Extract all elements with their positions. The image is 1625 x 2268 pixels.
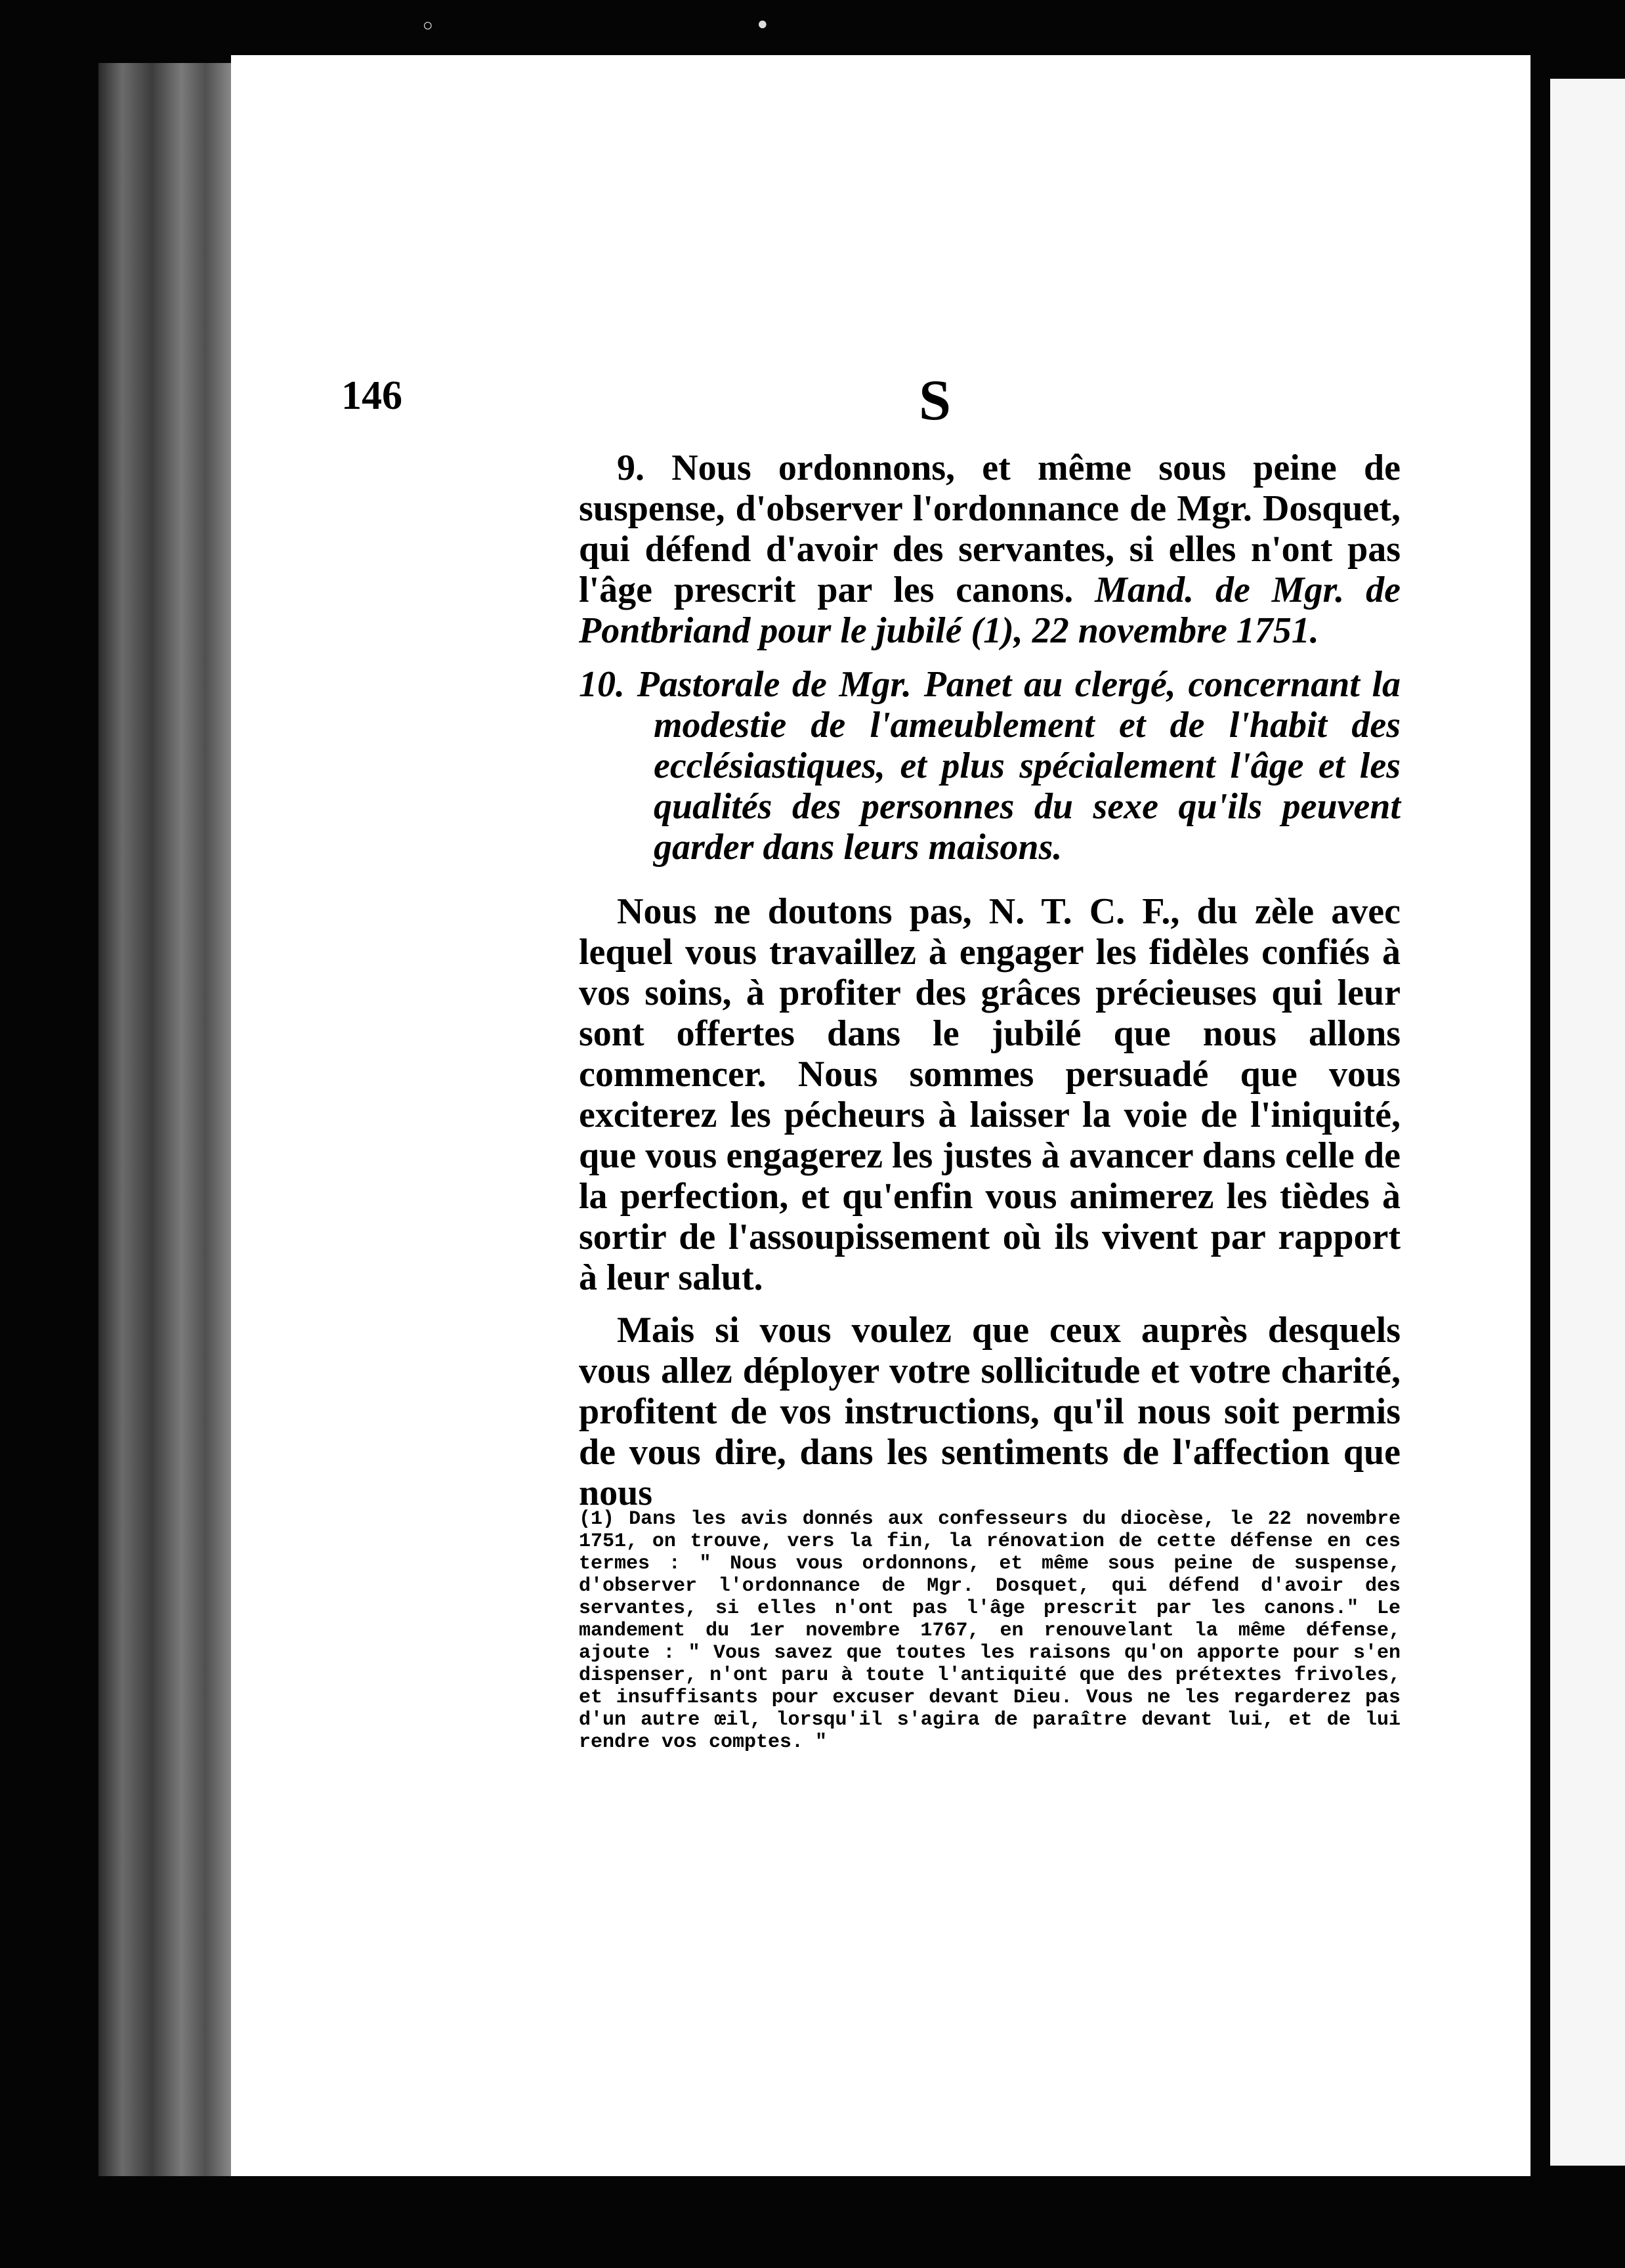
scan-speck: ◦	[420, 12, 436, 42]
page-header	[341, 368, 1494, 432]
item-9-source: Mand. de Mgr. de Pontbriand pour le jubilé (1), 22 novembre 1751.	[579, 570, 1401, 651]
paragraph-1: Nous ne doutons pas, N. T. C. F., du zèle avec lequel vous travaillez à engager les fidèles confiés à vos soins, à profiter des grâces précieuses qui leur sont offertes dans le jubilé que nous allons commencer. Nous sommes persuadé que vous exciterez les pécheurs à laisser la voie de l'iniquité, que vous engagerez les justes à avancer dans celle de la perfection, et qu'enfin vous animerez les tièdes à sortir de l'assoupissement où ils vivent par rapport à leur salut.	[579, 891, 1401, 1298]
main-text	[579, 448, 1401, 1513]
item-10	[579, 664, 1401, 868]
book-spine-edge	[98, 63, 232, 2176]
item-9-text: 9. Nous ordonnons, et même sous peine de suspense, d'observer l'ordonnance de Mgr. Dosquet, qui défend d'avoir des servantes, si elles n'ont pas l'âge prescrit par les canons.	[579, 448, 1401, 610]
footnote: (1) Dans les avis donnés aux confesseurs du diocèse, le 22 novembre 1751, on trouve, vers la fin, la rénovation de cette défense en ces termes : " Nous vous ordonnons, et même sous peine de suspense, d'observer l'ordonnance de Mgr. Dosquet, qui défend d'avoir des servantes, si elles n'ont pas l'âge prescrit par les canons." Le mandement du 1er novembre 1767, en renouvelant la même défense, ajoute : " Vous savez que toutes les raisons qu'on apporte pour s'en dispenser, n'ont paru à toute l'antiquité que des prétextes frivoles, et insuffisants pour excuser devant Dieu. Vous ne les regarderez pas d'un autre œil, lorsqu'il s'agira de paraître devant lui, et de lui rendre vos comptes. "	[579, 1508, 1401, 1754]
page-number: 146	[341, 373, 402, 418]
adjacent-page-edge	[1550, 79, 1625, 2166]
section-letter: S	[919, 369, 951, 432]
item-9	[579, 448, 1401, 651]
scan-speck: •	[755, 10, 770, 41]
item-10-text: 10. Pastorale de Mgr. Panet au clergé, concernant la modestie de l'ameublement et de l'habit des ecclésiastiques, et plus spécialement l'âge et les qualités des personnes du sexe qu'ils peuvent garder dans leurs maisons.	[579, 664, 1401, 868]
paragraph-2: Mais si vous voulez que ceux auprès desquels vous allez déployer votre sollicitude et votre charité, profitent de vos instructions, qu'il nous soit permis de vous dire, dans les sentiments de l'affection que nous	[579, 1310, 1401, 1513]
